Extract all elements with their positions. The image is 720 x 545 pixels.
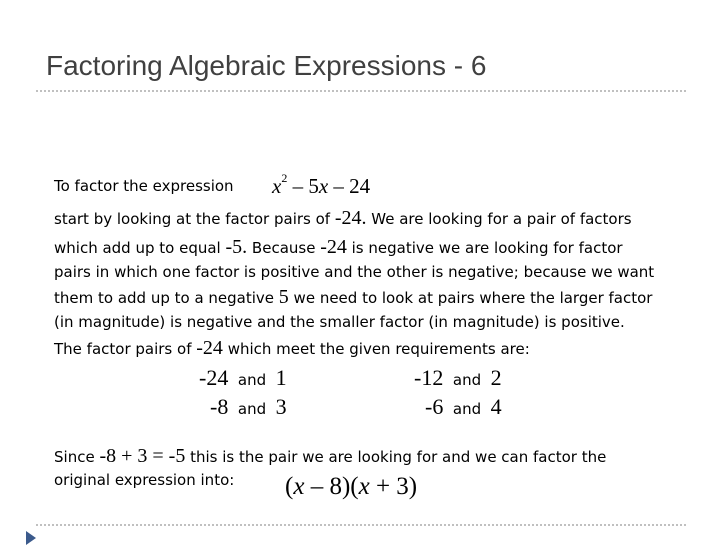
text: start by looking at the factor pairs of [54, 210, 335, 228]
factored-var: x [293, 473, 305, 500]
and-label: and [237, 400, 267, 418]
expression-var: x [318, 174, 329, 198]
text: The factor pairs of [54, 340, 197, 358]
factor-pair [425, 394, 502, 420]
paren: ( [285, 473, 294, 500]
intro-text: To factor the expression [54, 177, 234, 195]
number: -24 [320, 236, 347, 258]
text: is negative we are looking for factor [346, 239, 623, 257]
expression-exponent: 2 [281, 171, 288, 185]
factored-term: – 8)( [304, 473, 359, 500]
factor-a: -24 [199, 365, 229, 390]
expression [272, 171, 371, 199]
factor-a: -8 [210, 394, 229, 419]
and-label: and [237, 371, 267, 389]
number: 5 [278, 286, 289, 308]
text: which meet the given requirements are: [222, 340, 530, 358]
slide-bullet-icon [26, 531, 36, 545]
footer-divider [36, 524, 686, 526]
expression-term: – 5 [287, 174, 319, 198]
factor-a: -6 [425, 394, 444, 419]
equation: -8 + 3 = -5 [99, 445, 186, 467]
paragraph-line: (in magnitude) is negative and the smaller factor (in magnitude) is positive. [54, 313, 625, 331]
factored-var: x [358, 473, 370, 500]
factor-b: 3 [275, 394, 287, 419]
and-label: and [452, 400, 482, 418]
number: -24 [196, 337, 223, 359]
and-label: and [452, 371, 482, 389]
text: which add up to equal [54, 239, 226, 257]
factor-b: 4 [490, 394, 502, 419]
factor-pair [210, 394, 287, 420]
factor-pair [414, 365, 502, 391]
factor-pair [199, 365, 287, 391]
page-title: Factoring Algebraic Expressions - 6 [46, 50, 487, 81]
title-divider [36, 90, 686, 92]
text: them to add up to a negative [54, 289, 279, 307]
number: -24. [334, 207, 367, 229]
paragraph-line [54, 338, 530, 359]
expression-constant: – 24 [328, 174, 371, 198]
text: Since [54, 448, 100, 466]
text: we need to look at pairs where the larger factor [288, 289, 653, 307]
number: -5. [225, 236, 248, 258]
factor-b: 1 [275, 365, 287, 390]
text: Because [247, 239, 321, 257]
conclusion-line: original expression into: [54, 471, 235, 489]
paragraph-line [54, 287, 652, 308]
text: We are looking for a pair of factors [366, 210, 632, 228]
paragraph-line [54, 208, 632, 229]
text: this is the pair we are looking for and we can factor the [185, 448, 607, 466]
factored-expression [285, 473, 417, 501]
conclusion-line [54, 446, 606, 467]
factored-term: + 3) [369, 473, 418, 500]
paragraph-line: pairs in which one factor is positive and the other is negative; because we want [54, 263, 655, 281]
factor-b: 2 [490, 365, 502, 390]
expression-var: x [272, 174, 282, 198]
paragraph-line [54, 237, 623, 258]
factor-a: -12 [414, 365, 444, 390]
